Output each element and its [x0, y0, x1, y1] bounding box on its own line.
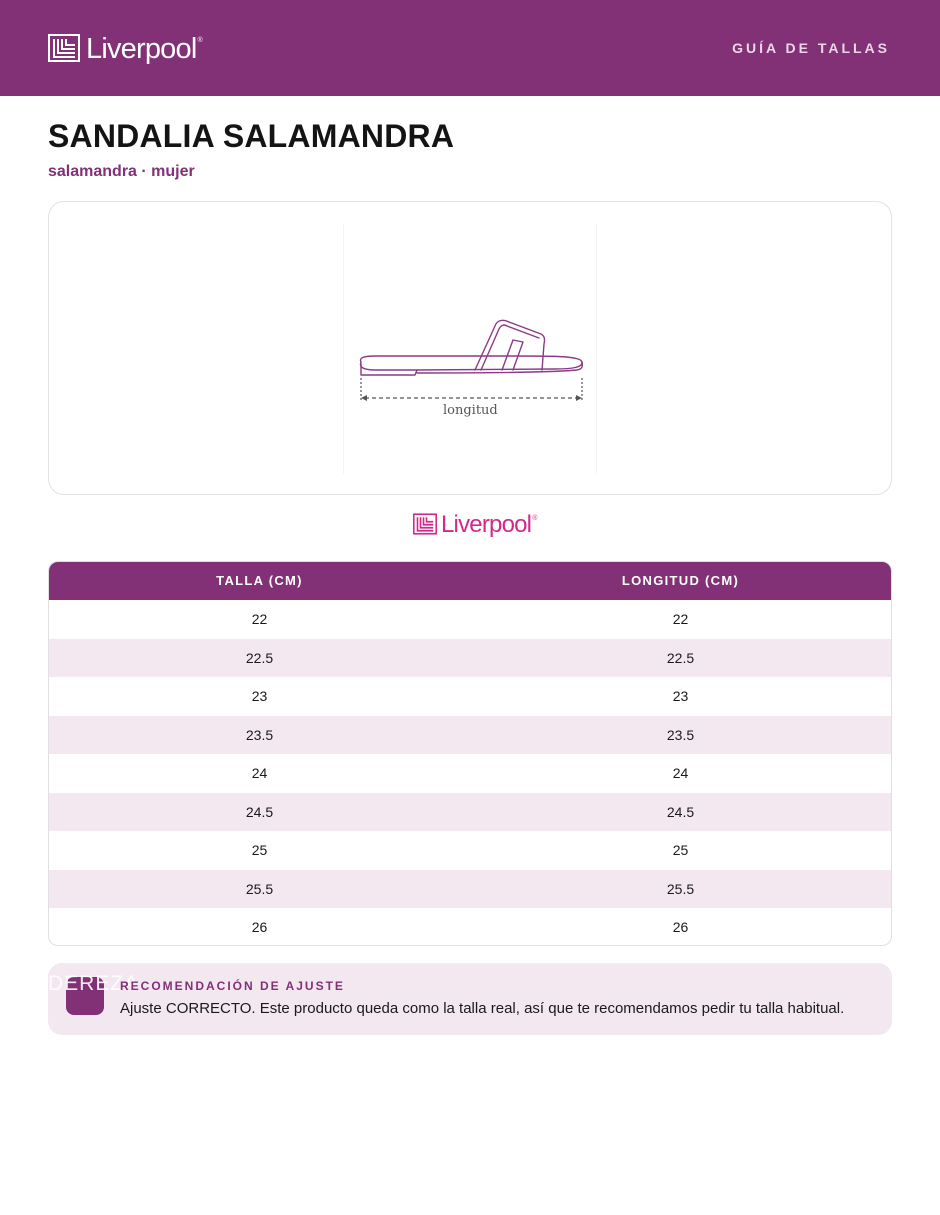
cell-longitud: 24: [672, 765, 689, 781]
header-title: GUÍA DE TALLAS: [732, 40, 890, 56]
fit-recommendation: [48, 963, 892, 1035]
product-title: SANDALIA SALAMANDRA: [48, 118, 455, 154]
cell-longitud: 25.5: [666, 880, 695, 897]
cell-talla: 26: [251, 919, 268, 935]
liverpool-logo-icon: [413, 513, 437, 535]
table-row: [49, 677, 891, 716]
size-table-header: [49, 562, 891, 600]
cell-longitud: 23: [672, 688, 689, 704]
liverpool-logo[interactable]: [48, 30, 202, 66]
table-row: [49, 754, 891, 793]
logo-wordmark: Liverpool®: [86, 32, 202, 65]
cell-longitud: 23.5: [666, 726, 695, 743]
cell-talla: 25.5: [245, 880, 274, 897]
cell-talla: 25: [251, 842, 268, 858]
recommendation-text: Ajuste CORRECTO. Este producto queda como la talla real, así que te recomendamos pedir tu talla habitual.: [120, 1000, 845, 1017]
liverpool-logo-secondary: [413, 512, 537, 536]
cell-talla: 22.5: [245, 649, 274, 666]
column-header-talla: TALLA (CM): [216, 573, 303, 588]
length-label: longitud: [443, 403, 498, 418]
table-row: [49, 716, 891, 755]
table-row: [49, 870, 891, 909]
fit-icon-overlay-text: DEREZA: [48, 972, 140, 995]
cell-longitud: 22.5: [666, 649, 695, 666]
size-table: [48, 561, 892, 946]
sandal-outline-icon: [355, 312, 589, 408]
size-table-body: [49, 600, 891, 946]
top-header: [0, 0, 940, 96]
cell-longitud: 24.5: [666, 803, 695, 820]
cell-talla: 23: [251, 688, 268, 704]
cell-longitud: 26: [672, 919, 689, 935]
logo-wordmark: Liverpool®: [441, 511, 537, 538]
cell-talla: 24: [251, 765, 268, 781]
recommendation-label: RECOMENDACIÓN DE AJUSTE: [120, 979, 345, 993]
table-row: [49, 600, 891, 639]
table-row: [49, 831, 891, 870]
cell-talla: 22: [251, 611, 268, 627]
cell-longitud: 22: [672, 611, 689, 627]
cell-longitud: 25: [672, 842, 689, 858]
table-row: [49, 908, 891, 946]
cell-talla: 24.5: [245, 803, 274, 820]
liverpool-logo-icon: [48, 34, 80, 62]
measurement-diagram-card: [48, 201, 892, 495]
table-row: [49, 639, 891, 678]
table-row: [49, 793, 891, 832]
product-subtitle: salamandra · mujer: [48, 163, 195, 180]
cell-talla: 23.5: [245, 726, 274, 743]
column-header-longitud: LONGITUD (CM): [621, 573, 740, 588]
